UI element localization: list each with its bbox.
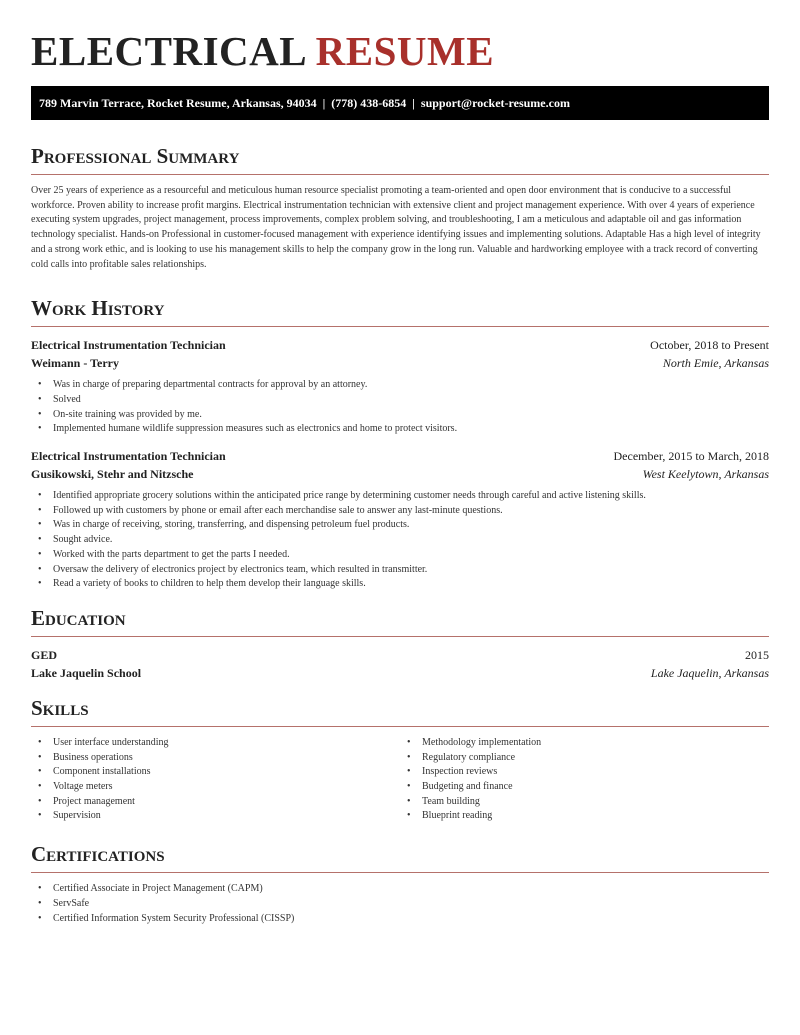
list-item: • Identified appropriate grocery solutions within the anticipated price range by determining customer needs through careful and active listening skills. (31, 489, 769, 504)
title-accent: RESUME (315, 28, 495, 74)
list-item: • User interface understanding (31, 736, 400, 751)
resume-title (31, 28, 769, 74)
list-item: • Component installations (31, 765, 400, 780)
list-item: • Worked with the parts department to get the parts I needed. (31, 548, 769, 563)
job-company-row (31, 354, 769, 372)
education-year: 2015 (745, 647, 769, 662)
job-dates: December, 2015 to March, 2018 (613, 449, 769, 464)
skills-left-column (31, 736, 400, 824)
list-item: • Certified Information System Security Professional (CISSP) (31, 912, 769, 927)
degree: GED (31, 647, 58, 662)
education-row (31, 646, 769, 664)
education-school-row (31, 664, 769, 682)
list-item: • Was in charge of preparing departmental contracts for approval by an attorney. (31, 378, 769, 393)
list-item: • Was in charge of receiving, storing, transferring, and dispensing petroleum fuel products. (31, 518, 769, 533)
contact-bar: 789 Marvin Terrace, Rocket Resume, Arkansas, 94034 | (778) 438-6854 | support@rocket-resume.com (31, 86, 769, 120)
work-history-heading: Work History (31, 296, 769, 327)
job-bullets (31, 489, 769, 592)
job-title: Electrical Instrumentation Technician (31, 449, 226, 464)
job-title: Electrical Instrumentation Technician (31, 338, 226, 353)
job-list (31, 336, 769, 592)
list-item: • Methodology implementation (400, 736, 769, 751)
list-item: • Regulatory compliance (400, 751, 769, 766)
job-title-row (31, 336, 769, 354)
list-item: • Budgeting and finance (400, 780, 769, 795)
job-location: West Keelytown, Arkansas (642, 467, 769, 482)
list-item: • On-site training was provided by me. (31, 408, 769, 423)
education-heading: Education (31, 606, 769, 637)
list-item: • Voltage meters (31, 780, 400, 795)
list-item: • Implemented humane wildlife suppression measures such as electronics and home to protect visitors. (31, 422, 769, 437)
list-item: • Supervision (31, 809, 400, 824)
job-bullets (31, 378, 769, 437)
job-entry (31, 336, 769, 437)
certifications-list (31, 882, 769, 926)
list-item: • Project management (31, 795, 400, 810)
summary-text: Over 25 years of experience as a resourceful and meticulous human resource specialist promoting a team-oriented and open door environment that is conducive to a successful workforce. Proven ability to increase profit margins. Electrical instrumentation technician with extensive client and project management experience. With over 4 years of experience executing system upgrades, project management, process improvements, complex problem solving, and troubleshooting, I am a meticulous and adaptable oil and gas information technology specialist. Hands-on Professional in customer-focused management with experience identifying issues and implementing solutions. Adaptable Has a high level of integrity and a strong work ethic, and is looking to use his management skills to help the company grow in the long run. Valuable and hardworking employee with a track record of converting cold calls into profitable sales relationships. (31, 185, 761, 270)
list-item: • Solved (31, 393, 769, 408)
list-item: • Business operations (31, 751, 400, 766)
certifications-heading: Certifications (31, 842, 769, 873)
school-location: Lake Jaquelin, Arkansas (650, 665, 769, 680)
job-title-row (31, 447, 769, 465)
list-item: • Read a variety of books to children to help them develop their language skills. (31, 577, 769, 592)
skills-heading: Skills (31, 696, 769, 727)
list-item: • Certified Associate in Project Management (CAPM) (31, 882, 769, 897)
job-dates: October, 2018 to Present (650, 338, 769, 353)
list-item: • ServSafe (31, 897, 769, 912)
skills-list (31, 736, 769, 824)
list-item: • Team building (400, 795, 769, 810)
list-item: • Inspection reviews (400, 765, 769, 780)
summary-heading: Professional Summary (31, 144, 769, 175)
list-item: • Sought advice. (31, 533, 769, 548)
list-item: • Blueprint reading (400, 809, 769, 824)
job-company-row (31, 465, 769, 483)
job-entry (31, 447, 769, 592)
list-item: • Followed up with customers by phone or email after each merchandise sale to answer any last-minute questions. (31, 504, 769, 519)
job-company: Weimann - Terry (31, 356, 120, 371)
title-main: ELECTRICAL (31, 28, 305, 74)
skills-right-column (400, 736, 769, 824)
school: Lake Jaquelin School (31, 665, 142, 680)
job-company: Gusikowski, Stehr and Nitzsche (31, 467, 194, 482)
job-location: North Emie, Arkansas (662, 356, 769, 371)
list-item: • Oversaw the delivery of electronics project by electronics team, which resulted in transmitter. (31, 563, 769, 578)
